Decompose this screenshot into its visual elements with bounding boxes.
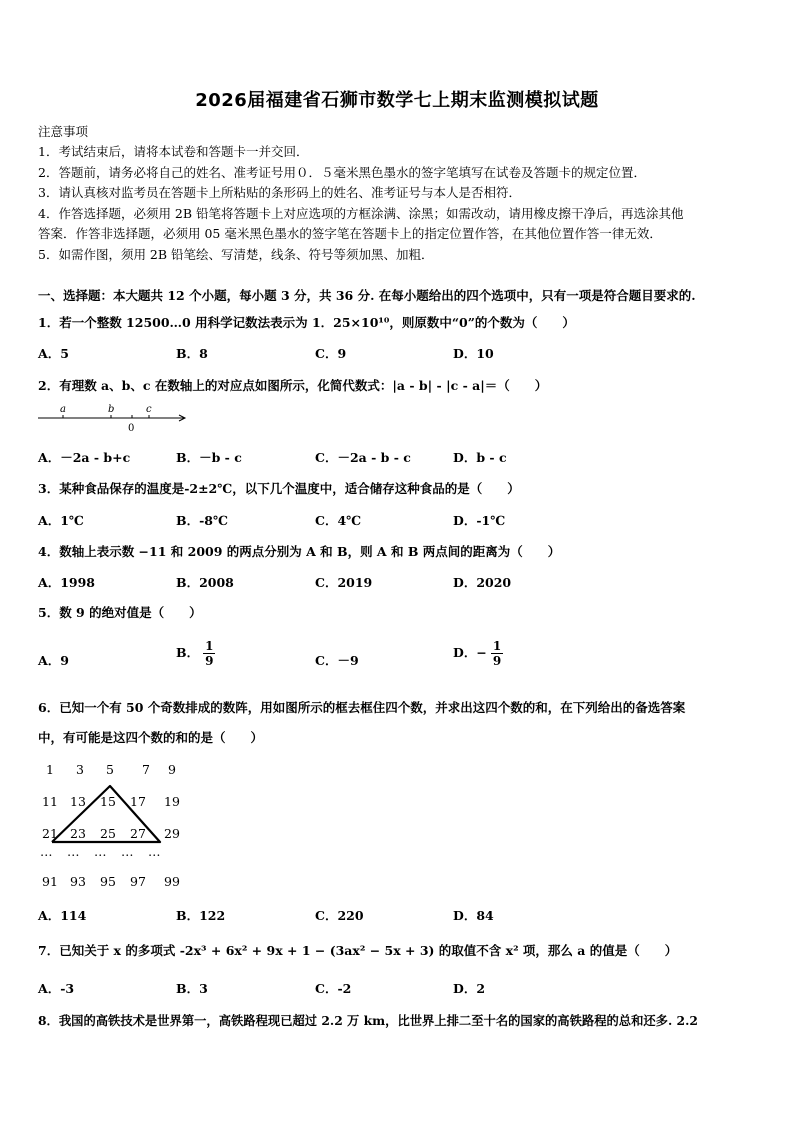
question-2: 2．有理数 a、b、c 在数轴上的对应点如图所示，化简代数式：|a - b| - |c - a|＝（ ）	[38, 378, 548, 393]
question-5: 5．数 9 的绝对值是（ ）	[38, 605, 202, 620]
grid-cell: 11	[42, 794, 58, 809]
grid-cell: 23	[70, 826, 86, 841]
grid-cell: 29	[164, 826, 180, 841]
question-7: 7．已知关于 x 的多项式 -2x³ + 6x² + 9x + 1 − (3ax² − 5x + 3) 的取值不含 x² 项，那么 a 的值是（ ）	[38, 943, 678, 958]
label-zero: 0	[128, 423, 135, 434]
q3-option-a[interactable]: A．1℃	[38, 513, 84, 528]
grid-cell: 99	[164, 874, 180, 889]
question-6-line-1: 6．已知一个有 50 个奇数排成的数阵，用如图所示的框去框住四个数，并求出这四个数的和，在下列给出的备选答案	[38, 700, 686, 715]
q4-option-a[interactable]: A．1998	[38, 575, 95, 590]
fraction: $\frac{1}{9}$	[492, 639, 502, 668]
q1-option-b[interactable]: B．8	[176, 346, 208, 361]
notice-item: 5．如需作图，须用 2B 铅笔绘、写清楚，线条、符号等须加黑、加粗．	[38, 247, 434, 262]
question-8: 8．我国的高铁技术是世界第一，高铁路程现已超过 2.2 万 km，比世界上排二至十名的国家的高铁路程的总和还多. 2.2	[38, 1013, 698, 1028]
q2-option-b[interactable]: B．－b - c	[176, 450, 242, 465]
q6-option-a[interactable]: A．114	[38, 908, 87, 923]
grid-ellipsis-row: … … … … …	[40, 844, 162, 859]
grid-cell: 15	[100, 794, 116, 809]
q3-option-c[interactable]: C．4℃	[315, 513, 362, 528]
grid-cell: 17	[130, 794, 146, 809]
q5-option-a[interactable]: A．9	[38, 653, 69, 668]
grid-cell: 9	[168, 762, 176, 777]
q3-option-b[interactable]: B．-8℃	[176, 513, 228, 528]
q1-option-a[interactable]: A．5	[38, 346, 69, 361]
q7-option-a[interactable]: A．-3	[38, 981, 75, 996]
q6-option-c[interactable]: C．220	[315, 908, 364, 923]
grid-cell: 27	[130, 826, 146, 841]
q5-option-d-prefix: D．−	[453, 645, 487, 660]
q4-option-d[interactable]: D．2020	[453, 575, 512, 590]
question-6-line-2: 中，有可能是这四个数的和的是（ ）	[38, 730, 264, 745]
q2-option-c[interactable]: C．－2a - b - c	[315, 450, 411, 465]
grid-cell: 21	[42, 826, 58, 841]
grid-cell: 19	[164, 794, 180, 809]
q5-option-d[interactable]	[453, 639, 503, 668]
fraction: $\frac{1}{9}$	[205, 639, 214, 668]
label-b: b	[108, 404, 115, 415]
grid-cell: 5	[106, 762, 114, 777]
page-title: 2026届福建省石狮市数学七上期末监测模拟试题	[195, 90, 599, 111]
grid-cell: 95	[100, 874, 116, 889]
label-a: a	[60, 404, 66, 415]
notice-item: 4．作答选择题，必须用 2B 铅笔将答题卡上对应选项的方框涂满、涂黑；如需改动，请用橡皮擦干净后，再选涂其他	[38, 206, 684, 221]
q6-option-b[interactable]: B．122	[176, 908, 226, 923]
grid-cell: 97	[130, 874, 146, 889]
notice-item: 答案．作答非选择题，必须用 05 毫米黑色墨水的签字笔在答题卡上的指定位置作答，在其他位置作答一律无效．	[38, 226, 662, 241]
q3-option-d[interactable]: D．-1℃	[453, 513, 506, 528]
grid-cell: 13	[70, 794, 86, 809]
label-c: c	[146, 404, 152, 415]
question-3: 3．某种食品保存的温度是-2±2℃，以下几个温度中，适合储存这种食品的是（ ）	[38, 481, 520, 496]
notice-item: 2．答题前，请务必将自己的姓名、准考证号用０．５毫米黑色墨水的签字笔填写在试卷及答题卡的规定位置．	[38, 165, 646, 180]
q2-option-a[interactable]: A．－2a - b+c	[38, 450, 131, 465]
question-1: 1．若一个整数 12500…0 用科学记数法表示为 1．25×10¹⁰，则原数中“0”的个数为（ ）	[38, 315, 575, 330]
notice-heading: 注意事项	[38, 124, 89, 139]
number-line-figure	[36, 400, 190, 434]
q7-option-c[interactable]: C．-2	[315, 981, 352, 996]
grid-cell: 93	[70, 874, 86, 889]
q1-option-c[interactable]: C．9	[315, 346, 347, 361]
grid-cell: 25	[100, 826, 116, 841]
grid-cell: 91	[42, 874, 58, 889]
q4-option-c[interactable]: C．2019	[315, 575, 373, 590]
q1-option-d[interactable]: D．10	[453, 346, 494, 361]
notice-item: 1．考试结束后，请将本试卷和答题卡一并交回．	[38, 144, 309, 159]
q7-option-d[interactable]: D．2	[453, 981, 486, 996]
q4-option-b[interactable]: B．2008	[176, 575, 234, 590]
q5-option-c[interactable]: C．－9	[315, 653, 359, 668]
q6-option-d[interactable]: D．84	[453, 908, 494, 923]
grid-cell: 3	[76, 762, 84, 777]
grid-cell: 7	[142, 762, 150, 777]
q5-option-b-prefix: B．	[176, 645, 200, 660]
question-4: 4．数轴上表示数 −11 和 2009 的两点分别为 A 和 B，则 A 和 B 两点间的距离为（ ）	[38, 544, 561, 559]
notice-item: 3．请认真核对监考员在答题卡上所粘贴的条形码上的姓名、准考证号与本人是否相符．	[38, 185, 521, 200]
grid-cell: 1	[46, 762, 54, 777]
q7-option-b[interactable]: B．3	[176, 981, 208, 996]
triangle-frame	[40, 780, 170, 848]
section-heading: 一、选择题：本大题共 12 个小题，每小题 3 分，共 36 分. 在每小题给出的四个选项中，只有一项是符合题目要求的.	[38, 288, 696, 303]
q2-option-d[interactable]: D．b - c	[453, 450, 507, 465]
q5-option-b[interactable]	[176, 639, 215, 668]
